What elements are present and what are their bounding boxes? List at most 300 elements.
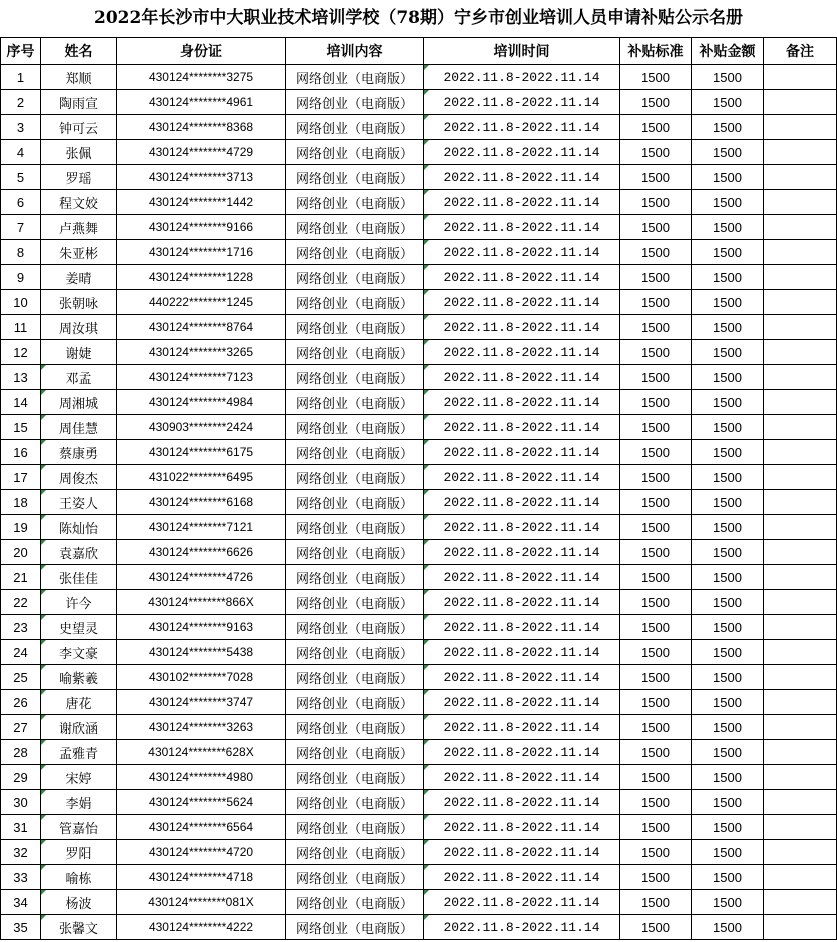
cell-standard: 1500 [620, 265, 692, 290]
cell-name: 宋婷 [41, 765, 117, 790]
cell-standard: 1500 [620, 90, 692, 115]
cell-id: 430124********3265 [117, 340, 286, 365]
cell-name: 罗阳 [41, 840, 117, 865]
cell-note [764, 640, 837, 665]
table-row [1, 765, 837, 790]
cell-name: 周湘城 [41, 390, 117, 415]
cell-id: 430124********4980 [117, 765, 286, 790]
cell-course: 网络创业（电商版） [286, 340, 424, 365]
table-row [1, 115, 837, 140]
cell-note [764, 240, 837, 265]
cell-name: 管嘉怡 [41, 815, 117, 840]
cell-no: 25 [1, 665, 41, 690]
table-row [1, 515, 837, 540]
cell-id: 430124********4984 [117, 390, 286, 415]
cell-no: 1 [1, 65, 41, 90]
cell-no: 24 [1, 640, 41, 665]
cell-note [764, 490, 837, 515]
cell-name: 郑顺 [41, 65, 117, 90]
cell-period: 2022.11.8-2022.11.14 [424, 490, 620, 515]
cell-period: 2022.11.8-2022.11.14 [424, 65, 620, 90]
cell-name: 陶雨宣 [41, 90, 117, 115]
header-course: 培训内容 [286, 38, 424, 65]
cell-id: 440222********1245 [117, 290, 286, 315]
cell-no: 8 [1, 240, 41, 265]
cell-course: 网络创业（电商版） [286, 165, 424, 190]
cell-period: 2022.11.8-2022.11.14 [424, 840, 620, 865]
cell-amount: 1500 [692, 540, 764, 565]
table-row [1, 815, 837, 840]
cell-period: 2022.11.8-2022.11.14 [424, 365, 620, 390]
cell-note [764, 65, 837, 90]
cell-course: 网络创业（电商版） [286, 215, 424, 240]
cell-id: 430124********4222 [117, 915, 286, 940]
cell-amount: 1500 [692, 365, 764, 390]
cell-period: 2022.11.8-2022.11.14 [424, 415, 620, 440]
table-row [1, 865, 837, 890]
cell-id: 430124********1228 [117, 265, 286, 290]
table-row [1, 540, 837, 565]
cell-amount: 1500 [692, 165, 764, 190]
cell-course: 网络创业（电商版） [286, 590, 424, 615]
cell-amount: 1500 [692, 65, 764, 90]
cell-name: 蔡康勇 [41, 440, 117, 465]
cell-name: 周俊杰 [41, 465, 117, 490]
cell-no: 5 [1, 165, 41, 190]
cell-no: 27 [1, 715, 41, 740]
cell-note [764, 590, 837, 615]
cell-course: 网络创业（电商版） [286, 840, 424, 865]
cell-note [764, 190, 837, 215]
cell-name: 陈灿怡 [41, 515, 117, 540]
table-row [1, 890, 837, 915]
cell-id: 430124********3747 [117, 690, 286, 715]
cell-standard: 1500 [620, 215, 692, 240]
cell-id: 430124********4729 [117, 140, 286, 165]
cell-standard: 1500 [620, 590, 692, 615]
table-row [1, 590, 837, 615]
cell-note [764, 615, 837, 640]
cell-no: 35 [1, 915, 41, 940]
cell-id: 430124********4726 [117, 565, 286, 590]
cell-id: 430124********5438 [117, 640, 286, 665]
cell-id: 430102********7028 [117, 665, 286, 690]
cell-id: 430124********866X [117, 590, 286, 615]
cell-no: 12 [1, 340, 41, 365]
cell-no: 26 [1, 690, 41, 715]
cell-amount: 1500 [692, 440, 764, 465]
cell-period: 2022.11.8-2022.11.14 [424, 715, 620, 740]
cell-id: 430124********8368 [117, 115, 286, 140]
cell-period: 2022.11.8-2022.11.14 [424, 915, 620, 940]
table-row [1, 565, 837, 590]
cell-amount: 1500 [692, 415, 764, 440]
cell-course: 网络创业（电商版） [286, 315, 424, 340]
cell-id: 430124********4718 [117, 865, 286, 890]
cell-amount: 1500 [692, 615, 764, 640]
cell-standard: 1500 [620, 190, 692, 215]
cell-course: 网络创业（电商版） [286, 390, 424, 415]
cell-course: 网络创业（电商版） [286, 790, 424, 815]
cell-note [764, 690, 837, 715]
cell-no: 23 [1, 615, 41, 640]
cell-period: 2022.11.8-2022.11.14 [424, 740, 620, 765]
cell-note [764, 390, 837, 415]
cell-id: 430124********6626 [117, 540, 286, 565]
cell-name: 张佳佳 [41, 565, 117, 590]
cell-name: 程文姣 [41, 190, 117, 215]
cell-standard: 1500 [620, 765, 692, 790]
cell-amount: 1500 [692, 340, 764, 365]
cell-name: 杨波 [41, 890, 117, 915]
cell-amount: 1500 [692, 765, 764, 790]
cell-course: 网络创业（电商版） [286, 865, 424, 890]
cell-standard: 1500 [620, 640, 692, 665]
cell-amount: 1500 [692, 640, 764, 665]
cell-amount: 1500 [692, 715, 764, 740]
cell-standard: 1500 [620, 540, 692, 565]
cell-note [764, 840, 837, 865]
cell-id: 430124********4961 [117, 90, 286, 115]
table-row [1, 790, 837, 815]
cell-note [764, 815, 837, 840]
cell-period: 2022.11.8-2022.11.14 [424, 90, 620, 115]
cell-course: 网络创业（电商版） [286, 115, 424, 140]
cell-no: 2 [1, 90, 41, 115]
cell-name: 周佳慧 [41, 415, 117, 440]
table-row [1, 740, 837, 765]
cell-name: 谢欣涵 [41, 715, 117, 740]
cell-course: 网络创业（电商版） [286, 540, 424, 565]
cell-standard: 1500 [620, 840, 692, 865]
cell-name: 喻栋 [41, 865, 117, 890]
document-title: 2022年长沙市中大职业技术培训学校（78期）宁乡市创业培训人员申请补贴公示名册 [94, 8, 743, 28]
table-row [1, 415, 837, 440]
cell-amount: 1500 [692, 290, 764, 315]
cell-standard: 1500 [620, 890, 692, 915]
cell-id: 430124********1442 [117, 190, 286, 215]
cell-no: 21 [1, 565, 41, 590]
cell-note [764, 665, 837, 690]
cell-amount: 1500 [692, 265, 764, 290]
cell-note [764, 865, 837, 890]
cell-no: 19 [1, 515, 41, 540]
cell-name: 王姿人 [41, 490, 117, 515]
cell-name: 姜晴 [41, 265, 117, 290]
cell-period: 2022.11.8-2022.11.14 [424, 890, 620, 915]
cell-no: 15 [1, 415, 41, 440]
cell-no: 20 [1, 540, 41, 565]
cell-amount: 1500 [692, 490, 764, 515]
cell-amount: 1500 [692, 865, 764, 890]
header-note: 备注 [764, 38, 837, 65]
cell-note [764, 765, 837, 790]
cell-period: 2022.11.8-2022.11.14 [424, 540, 620, 565]
cell-period: 2022.11.8-2022.11.14 [424, 465, 620, 490]
cell-note [764, 315, 837, 340]
cell-standard: 1500 [620, 790, 692, 815]
cell-period: 2022.11.8-2022.11.14 [424, 165, 620, 190]
table-row [1, 440, 837, 465]
cell-no: 13 [1, 365, 41, 390]
cell-id: 430124********3263 [117, 715, 286, 740]
cell-period: 2022.11.8-2022.11.14 [424, 340, 620, 365]
cell-standard: 1500 [620, 65, 692, 90]
cell-note [764, 265, 837, 290]
cell-no: 4 [1, 140, 41, 165]
cell-name: 李文豪 [41, 640, 117, 665]
cell-standard: 1500 [620, 315, 692, 340]
cell-period: 2022.11.8-2022.11.14 [424, 590, 620, 615]
cell-name: 邓孟 [41, 365, 117, 390]
cell-no: 3 [1, 115, 41, 140]
header-amount: 补贴金额 [692, 38, 764, 65]
cell-standard: 1500 [620, 415, 692, 440]
cell-name: 张朝咏 [41, 290, 117, 315]
header-id: 身份证 [117, 38, 286, 65]
cell-standard: 1500 [620, 740, 692, 765]
cell-standard: 1500 [620, 865, 692, 890]
cell-id: 430124********6168 [117, 490, 286, 515]
cell-amount: 1500 [692, 740, 764, 765]
cell-id: 430903********2424 [117, 415, 286, 440]
cell-course: 网络创业（电商版） [286, 140, 424, 165]
table-row [1, 340, 837, 365]
cell-amount: 1500 [692, 190, 764, 215]
cell-no: 10 [1, 290, 41, 315]
cell-no: 16 [1, 440, 41, 465]
cell-course: 网络创业（电商版） [286, 415, 424, 440]
cell-note [764, 540, 837, 565]
cell-note [764, 515, 837, 540]
cell-standard: 1500 [620, 565, 692, 590]
cell-amount: 1500 [692, 390, 764, 415]
cell-course: 网络创业（电商版） [286, 515, 424, 540]
cell-id: 430124********3275 [117, 65, 286, 90]
cell-note [764, 440, 837, 465]
header-no: 序号 [1, 38, 41, 65]
cell-standard: 1500 [620, 165, 692, 190]
cell-name: 谢婕 [41, 340, 117, 365]
cell-period: 2022.11.8-2022.11.14 [424, 440, 620, 465]
cell-course: 网络创业（电商版） [286, 90, 424, 115]
cell-no: 22 [1, 590, 41, 615]
cell-standard: 1500 [620, 140, 692, 165]
cell-course: 网络创业（电商版） [286, 765, 424, 790]
cell-name: 卢燕舞 [41, 215, 117, 240]
cell-standard: 1500 [620, 240, 692, 265]
cell-course: 网络创业（电商版） [286, 440, 424, 465]
cell-note [764, 90, 837, 115]
cell-no: 30 [1, 790, 41, 815]
header-name: 姓名 [41, 38, 117, 65]
cell-amount: 1500 [692, 690, 764, 715]
cell-id: 430124********1716 [117, 240, 286, 265]
cell-amount: 1500 [692, 465, 764, 490]
cell-standard: 1500 [620, 290, 692, 315]
cell-period: 2022.11.8-2022.11.14 [424, 615, 620, 640]
cell-note [764, 790, 837, 815]
table-row [1, 840, 837, 865]
cell-course: 网络创业（电商版） [286, 265, 424, 290]
table-row [1, 465, 837, 490]
cell-standard: 1500 [620, 440, 692, 465]
cell-course: 网络创业（电商版） [286, 240, 424, 265]
cell-id: 430124********6175 [117, 440, 286, 465]
table-row [1, 65, 837, 90]
table-row [1, 90, 837, 115]
cell-period: 2022.11.8-2022.11.14 [424, 215, 620, 240]
cell-id: 430124********628X [117, 740, 286, 765]
cell-note [764, 215, 837, 240]
cell-standard: 1500 [620, 815, 692, 840]
table-row [1, 240, 837, 265]
cell-name: 史望灵 [41, 615, 117, 640]
cell-course: 网络创业（电商版） [286, 290, 424, 315]
cell-id: 430124********8764 [117, 315, 286, 340]
table-row [1, 665, 837, 690]
cell-no: 18 [1, 490, 41, 515]
cell-name: 张佩 [41, 140, 117, 165]
cell-period: 2022.11.8-2022.11.14 [424, 815, 620, 840]
cell-amount: 1500 [692, 590, 764, 615]
cell-course: 网络创业（电商版） [286, 640, 424, 665]
table-row [1, 365, 837, 390]
cell-note [764, 890, 837, 915]
cell-course: 网络创业（电商版） [286, 665, 424, 690]
cell-id: 430124********9166 [117, 215, 286, 240]
cell-note [764, 340, 837, 365]
cell-name: 李娟 [41, 790, 117, 815]
cell-standard: 1500 [620, 365, 692, 390]
cell-standard: 1500 [620, 115, 692, 140]
cell-no: 14 [1, 390, 41, 415]
cell-period: 2022.11.8-2022.11.14 [424, 140, 620, 165]
cell-name: 袁嘉欣 [41, 540, 117, 565]
table-row [1, 265, 837, 290]
cell-note [764, 715, 837, 740]
cell-name: 周汝琪 [41, 315, 117, 340]
cell-standard: 1500 [620, 665, 692, 690]
cell-name: 钟可云 [41, 115, 117, 140]
cell-no: 31 [1, 815, 41, 840]
cell-course: 网络创业（电商版） [286, 190, 424, 215]
cell-amount: 1500 [692, 915, 764, 940]
cell-id: 430124********4720 [117, 840, 286, 865]
table-row [1, 140, 837, 165]
cell-course: 网络创业（电商版） [286, 490, 424, 515]
cell-period: 2022.11.8-2022.11.14 [424, 265, 620, 290]
cell-id: 430124********5624 [117, 790, 286, 815]
cell-standard: 1500 [620, 340, 692, 365]
cell-id: 430124********6564 [117, 815, 286, 840]
cell-course: 网络创业（电商版） [286, 690, 424, 715]
cell-period: 2022.11.8-2022.11.14 [424, 765, 620, 790]
table-row [1, 290, 837, 315]
cell-no: 17 [1, 465, 41, 490]
cell-note [764, 565, 837, 590]
cell-period: 2022.11.8-2022.11.14 [424, 690, 620, 715]
cell-period: 2022.11.8-2022.11.14 [424, 315, 620, 340]
cell-id: 430124********7123 [117, 365, 286, 390]
cell-amount: 1500 [692, 140, 764, 165]
cell-name: 罗瑶 [41, 165, 117, 190]
cell-amount: 1500 [692, 90, 764, 115]
cell-period: 2022.11.8-2022.11.14 [424, 190, 620, 215]
cell-course: 网络创业（电商版） [286, 565, 424, 590]
subsidy-table [0, 37, 837, 940]
cell-standard: 1500 [620, 715, 692, 740]
cell-amount: 1500 [692, 815, 764, 840]
cell-course: 网络创业（电商版） [286, 915, 424, 940]
cell-no: 9 [1, 265, 41, 290]
cell-note [764, 290, 837, 315]
cell-period: 2022.11.8-2022.11.14 [424, 790, 620, 815]
cell-period: 2022.11.8-2022.11.14 [424, 640, 620, 665]
cell-name: 张馨文 [41, 915, 117, 940]
cell-no: 11 [1, 315, 41, 340]
cell-period: 2022.11.8-2022.11.14 [424, 115, 620, 140]
cell-course: 网络创业（电商版） [286, 65, 424, 90]
cell-course: 网络创业（电商版） [286, 465, 424, 490]
header-standard: 补贴标准 [620, 38, 692, 65]
cell-course: 网络创业（电商版） [286, 740, 424, 765]
cell-period: 2022.11.8-2022.11.14 [424, 290, 620, 315]
cell-course: 网络创业（电商版） [286, 815, 424, 840]
cell-period: 2022.11.8-2022.11.14 [424, 390, 620, 415]
cell-note [764, 915, 837, 940]
header-row [1, 38, 837, 65]
cell-amount: 1500 [692, 240, 764, 265]
cell-standard: 1500 [620, 490, 692, 515]
cell-note [764, 740, 837, 765]
cell-no: 28 [1, 740, 41, 765]
table-row [1, 915, 837, 940]
cell-id: 430124********7121 [117, 515, 286, 540]
cell-amount: 1500 [692, 315, 764, 340]
table-row [1, 315, 837, 340]
table-row [1, 165, 837, 190]
cell-amount: 1500 [692, 665, 764, 690]
cell-period: 2022.11.8-2022.11.14 [424, 865, 620, 890]
cell-id: 430124********9163 [117, 615, 286, 640]
cell-id: 430124********3713 [117, 165, 286, 190]
table-row [1, 715, 837, 740]
cell-name: 孟雅青 [41, 740, 117, 765]
cell-period: 2022.11.8-2022.11.14 [424, 240, 620, 265]
cell-amount: 1500 [692, 840, 764, 865]
cell-course: 网络创业（电商版） [286, 890, 424, 915]
cell-no: 6 [1, 190, 41, 215]
cell-amount: 1500 [692, 215, 764, 240]
cell-standard: 1500 [620, 465, 692, 490]
cell-note [764, 415, 837, 440]
cell-note [764, 365, 837, 390]
cell-name: 朱亚彬 [41, 240, 117, 265]
cell-name: 喻紫羲 [41, 665, 117, 690]
cell-amount: 1500 [692, 515, 764, 540]
table-row [1, 190, 837, 215]
cell-no: 34 [1, 890, 41, 915]
cell-amount: 1500 [692, 790, 764, 815]
cell-amount: 1500 [692, 890, 764, 915]
table-row [1, 490, 837, 515]
cell-name: 唐花 [41, 690, 117, 715]
cell-amount: 1500 [692, 565, 764, 590]
table-row [1, 390, 837, 415]
table-row [1, 640, 837, 665]
cell-note [764, 115, 837, 140]
